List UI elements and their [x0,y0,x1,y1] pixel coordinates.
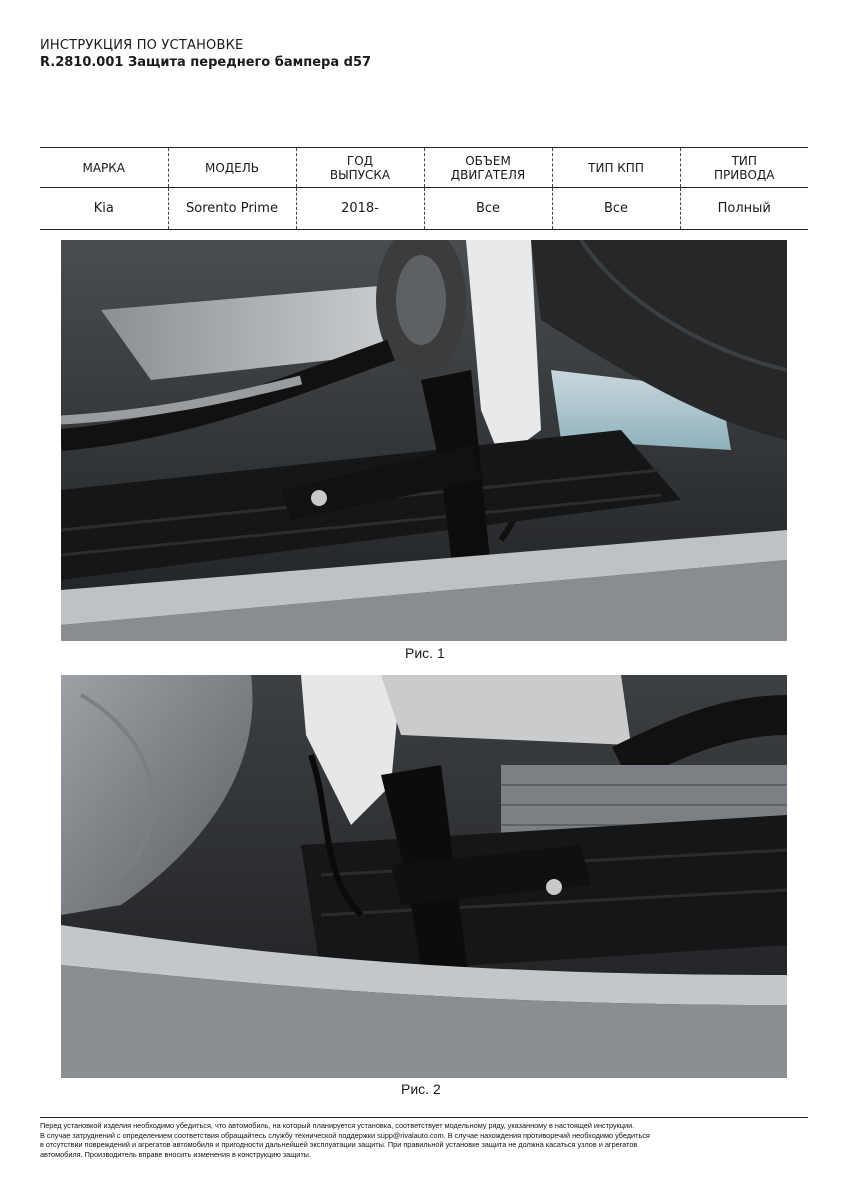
footer-divider [40,1117,808,1118]
header-model: МОДЕЛЬ [168,148,296,188]
value-gearbox: Все [552,188,680,230]
figure-1-caption: Рис. 1 [405,645,445,661]
figure-2-photo [61,675,787,1078]
spec-value-row [40,188,808,230]
footer-line-1: Перед установкой изделия необходимо убедиться, что автомобиль, на который планируется установка, соответствует модельному ряду, указанному в настоящей инструкции. [40,1121,635,1130]
footer-line-4: автомобиля. Производитель вправе вносить изменения в конструкцию защиты. [40,1149,311,1159]
figure-1-photo [61,240,787,641]
value-make: Kia [93,201,114,216]
figure-1-illustration [61,240,787,641]
figure-2-caption: Рис. 2 [401,1081,441,1097]
spec-header-row [40,148,808,188]
document-header [40,38,371,70]
header-drive: ТИП ПРИВОДА [680,148,808,188]
header-make: МАРКА [82,160,126,175]
value-year: 2018- [296,188,424,230]
footer-line-2: В случае затруднений с определением соответствия обращайтесь службу технической поддержки supp@rivalauto.com. В случае нахождения противоречий необходимо убедиться [40,1130,650,1140]
product-title: R.2810.001 Защита переднего бампера d57 [40,55,372,70]
document-type: ИНСТРУКЦИЯ ПО УСТАНОВКЕ [40,38,244,53]
value-model: Sorento Prime [168,188,296,230]
header-year: ГОД ВЫПУСКА [296,148,424,188]
footer-disclaimer [40,1121,808,1159]
footer-line-3: в отсутствии повреждений и агрегатов автомобиля и пригодности дальнейшей эксплуатации защиты. При правильной установке защита не должна касаться узлов и агрегатов [40,1140,638,1149]
vehicle-spec-table [40,147,808,230]
header-gearbox: ТИП КПП [552,148,680,188]
figure-2-illustration [61,675,787,1078]
header-engine: ОБЪЕМ ДВИГАТЕЛЯ [424,148,552,188]
value-engine: Все [424,188,552,230]
value-drive: Полный [680,188,808,230]
